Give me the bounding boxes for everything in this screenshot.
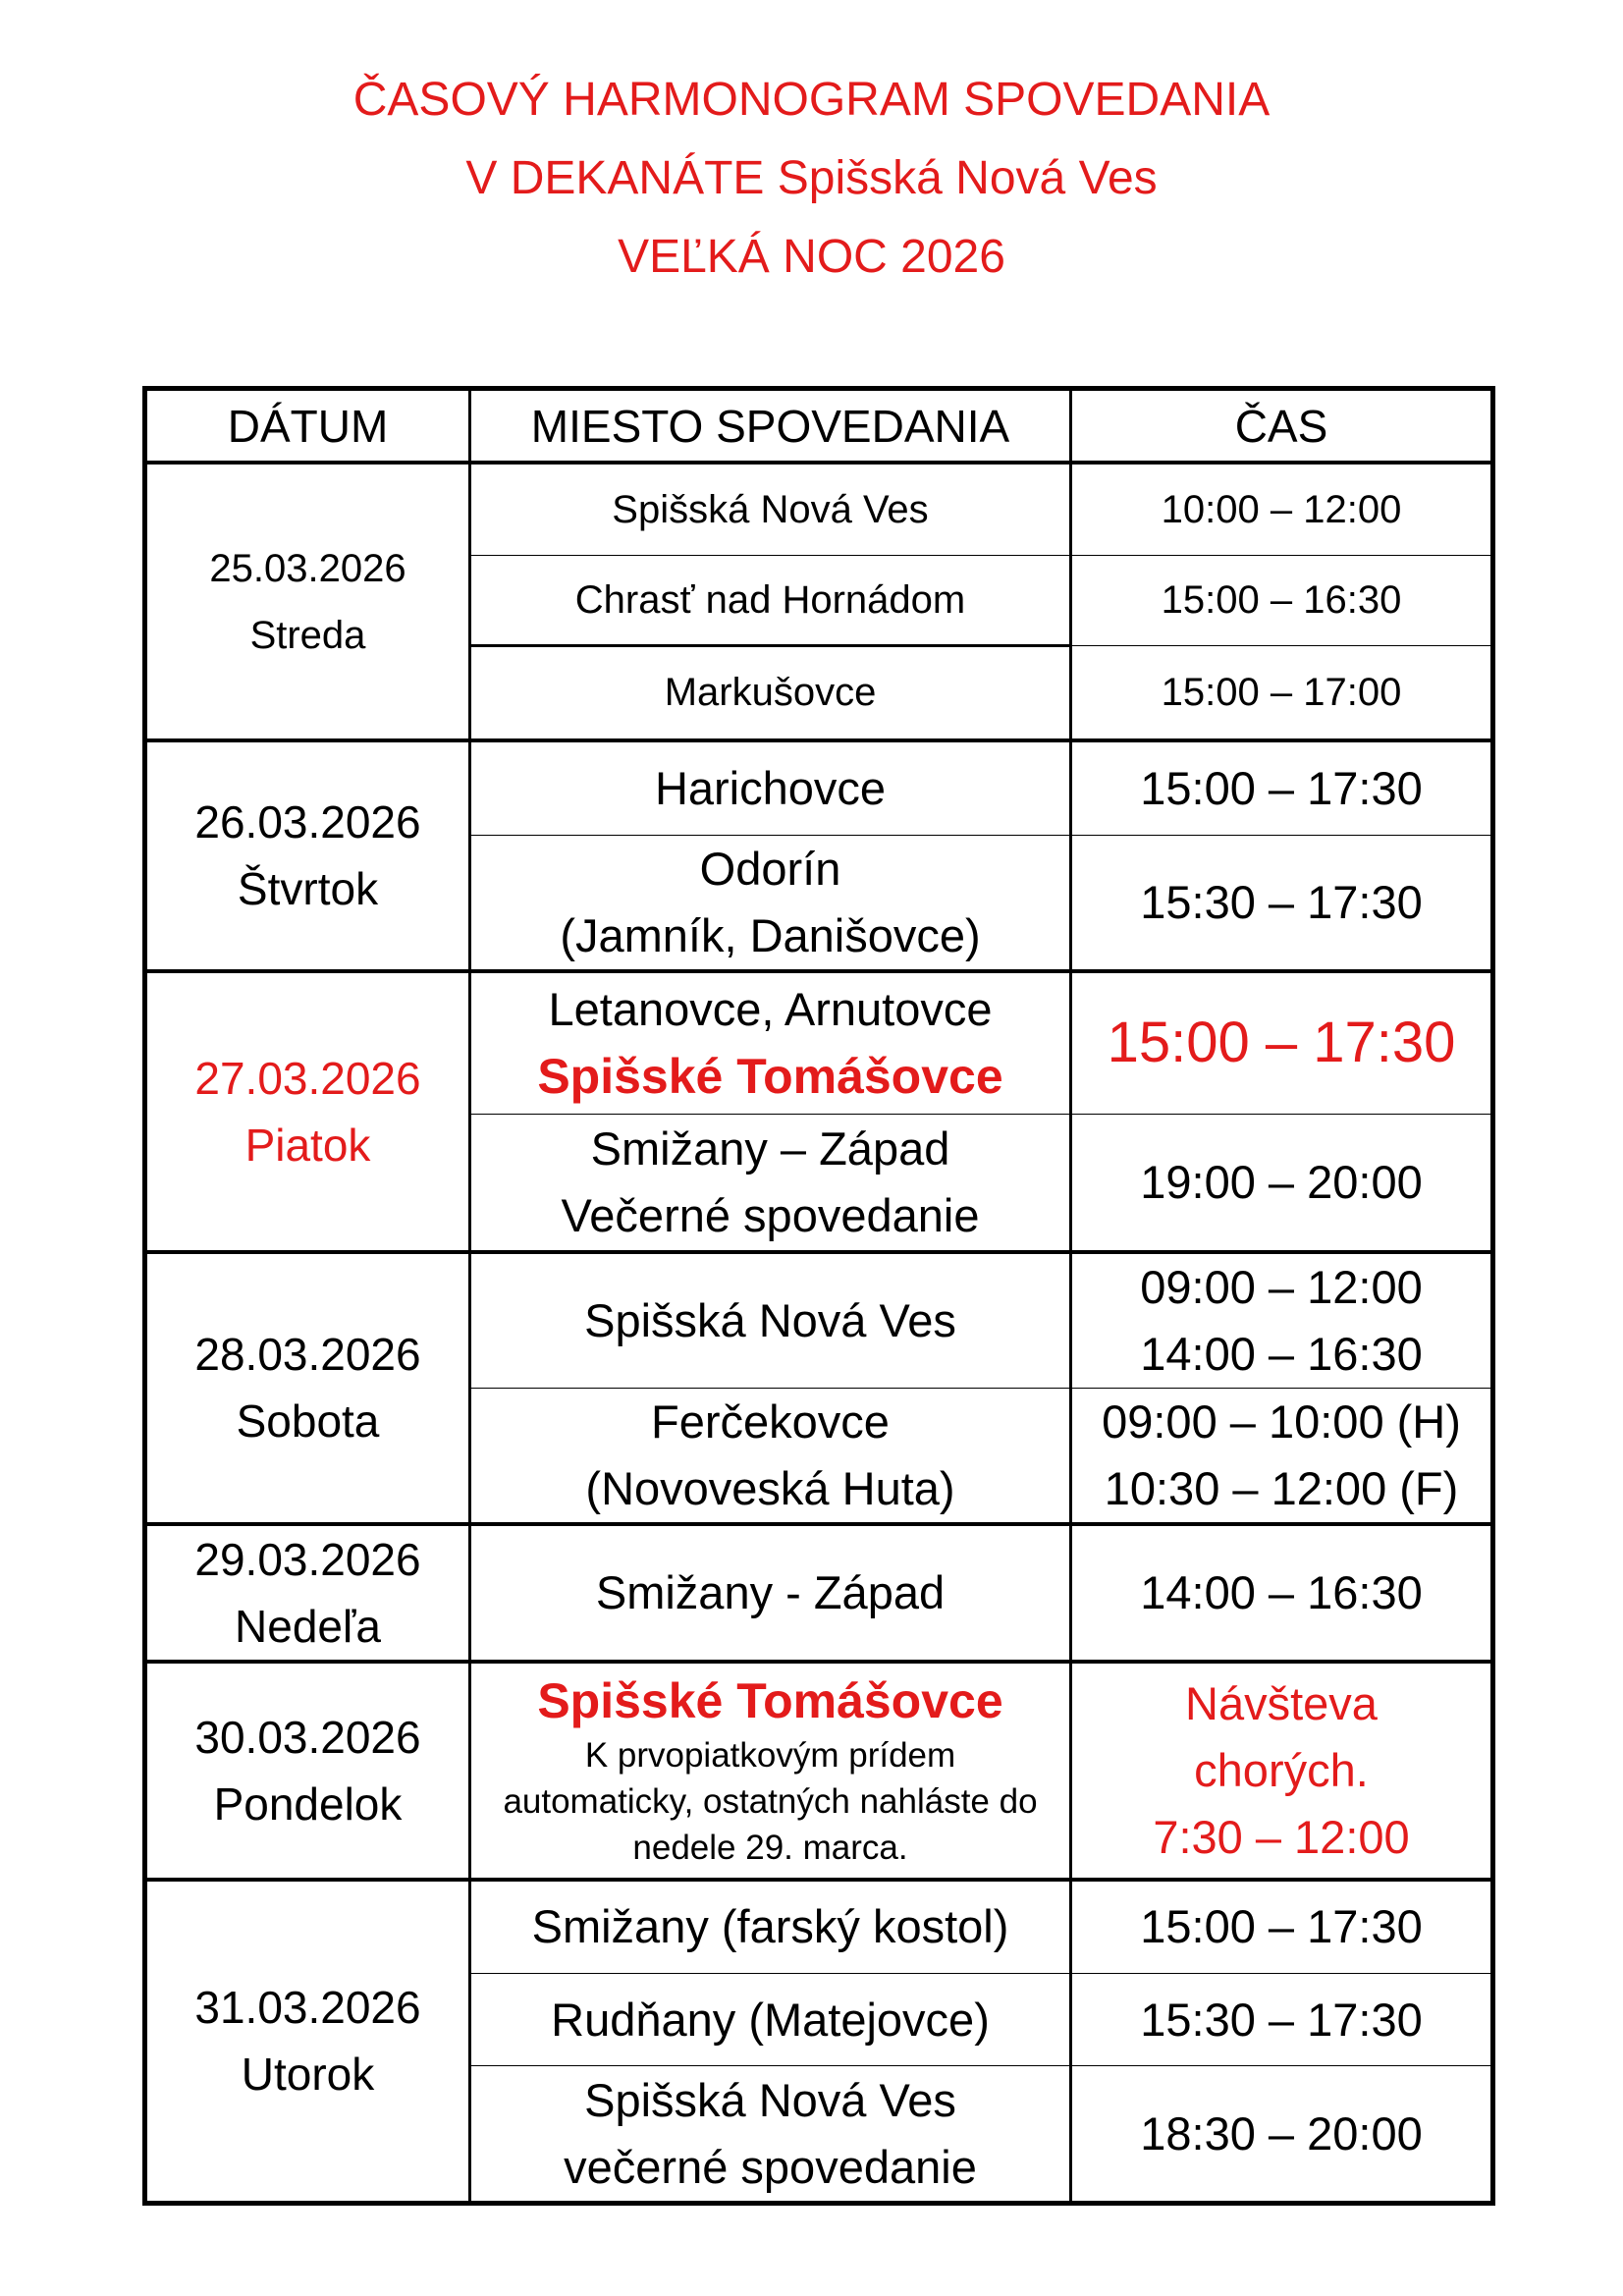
time-line: 7:30 – 12:00 [1153, 1810, 1410, 1863]
table-row [145, 1524, 1493, 1662]
place-line: Spišská Nová Ves [584, 2073, 956, 2126]
date-text: 30.03.2026 [194, 1711, 421, 1763]
date-cell [145, 1524, 470, 1662]
table-row [145, 1662, 1493, 1880]
time-line: chorých. [1194, 1743, 1369, 1796]
place-line: Letanovce, Arnutovce [548, 983, 993, 1036]
place-cell [470, 1388, 1071, 1524]
table-row [145, 740, 1493, 835]
note-line: automaticky, ostatných nahláste do [503, 1782, 1038, 1821]
header-time: ČAS [1071, 389, 1493, 464]
time-cell-highlight: 15:00 – 17:30 [1071, 971, 1493, 1115]
time-line: 09:00 – 12:00 [1140, 1260, 1423, 1313]
place-line: Odorín [699, 842, 841, 895]
time-cell [1071, 1662, 1493, 1880]
date-text: 26.03.2026 [194, 796, 421, 848]
date-text: 28.03.2026 [194, 1329, 421, 1380]
date-text: 27.03.2026 [194, 1052, 421, 1104]
place-line-highlight: Spišské Tomášovce [537, 1049, 1003, 1105]
place-cell: Spišská Nová Ves [470, 463, 1071, 555]
time-cell: 15:00 – 16:30 [1071, 555, 1493, 645]
day-text: Streda [249, 613, 366, 657]
time-line: Návšteva [1185, 1676, 1378, 1729]
place-line: večerné spovedanie [564, 2140, 977, 2193]
table-header-row [145, 389, 1493, 464]
place-line: (Novoveská Huta) [585, 1461, 955, 1514]
time-cell: 15:30 – 17:30 [1071, 835, 1493, 971]
time-cell: 15:00 – 17:30 [1071, 740, 1493, 835]
place-line: (Jamník, Danišovce) [560, 908, 981, 961]
place-cell: Smižany (farský kostol) [470, 1880, 1071, 1974]
date-text: 25.03.2026 [209, 546, 406, 590]
table-row [145, 1880, 1493, 1974]
date-cell [145, 971, 470, 1252]
title-line-2: V DEKANÁTE Spišská Nová Ves [465, 152, 1158, 204]
time-cell: 14:00 – 16:30 [1071, 1524, 1493, 1662]
date-text: 31.03.2026 [194, 1982, 421, 2034]
table-row [145, 463, 1493, 555]
place-cell [470, 1115, 1071, 1252]
day-text: Piatok [244, 1119, 371, 1171]
date-cell [145, 463, 470, 740]
note-line: nedele 29. marca. [632, 1829, 908, 1867]
place-cell: Markušovce [470, 645, 1071, 740]
day-text: Štvrtok [237, 863, 379, 915]
header-date: DÁTUM [145, 389, 470, 464]
table-row [145, 1252, 1493, 1389]
time-cell: 15:30 – 17:30 [1071, 1974, 1493, 2066]
date-text: 29.03.2026 [194, 1533, 421, 1585]
place-line: Večerné spovedanie [561, 1188, 980, 1241]
place-cell: Chrasť nad Hornádom [470, 555, 1071, 645]
place-cell [470, 835, 1071, 971]
place-cell: Spišská Nová Ves [470, 1252, 1071, 1389]
place-line: Smižany – Západ [590, 1121, 950, 1175]
page-header [0, 61, 1623, 297]
time-cell [1071, 1252, 1493, 1389]
place-cell [470, 971, 1071, 1115]
date-cell [145, 740, 470, 971]
place-cell [470, 1662, 1071, 1880]
day-text: Nedeľa [235, 1600, 381, 1652]
place-cell: Harichovce [470, 740, 1071, 835]
time-cell: 15:00 – 17:00 [1071, 645, 1493, 740]
time-cell: 19:00 – 20:00 [1071, 1115, 1493, 1252]
time-cell: 18:30 – 20:00 [1071, 2066, 1493, 2204]
day-text: Sobota [236, 1395, 380, 1447]
place-cell: Rudňany (Matejovce) [470, 1974, 1071, 2066]
place-line: Ferčekovce [651, 1394, 890, 1448]
place-line-highlight: Spišské Tomášovce [537, 1673, 1003, 1728]
time-cell [1071, 1388, 1493, 1524]
date-cell [145, 1880, 470, 2204]
day-text: Utorok [241, 2049, 375, 2101]
time-line: 14:00 – 16:30 [1140, 1327, 1423, 1380]
header-place: MIESTO SPOVEDANIA [470, 389, 1071, 464]
place-cell [470, 2066, 1071, 2204]
schedule-table [142, 386, 1495, 2206]
day-text: Pondelok [213, 1777, 403, 1830]
time-line: 10:30 – 12:00 (F) [1104, 1461, 1459, 1514]
title-line-1: ČASOVÝ HARMONOGRAM SPOVEDANIA [352, 74, 1271, 126]
title-line-3: VEĽKÁ NOC 2026 [618, 231, 1005, 283]
table-row [145, 971, 1493, 1115]
time-cell: 15:00 – 17:30 [1071, 1880, 1493, 1974]
time-line: 09:00 – 10:00 (H) [1102, 1394, 1461, 1448]
date-cell [145, 1252, 470, 1524]
place-cell: Smižany - Západ [470, 1524, 1071, 1662]
note-line: K prvopiatkovým prídem [584, 1736, 956, 1775]
date-cell [145, 1662, 470, 1880]
time-cell: 10:00 – 12:00 [1071, 463, 1493, 555]
